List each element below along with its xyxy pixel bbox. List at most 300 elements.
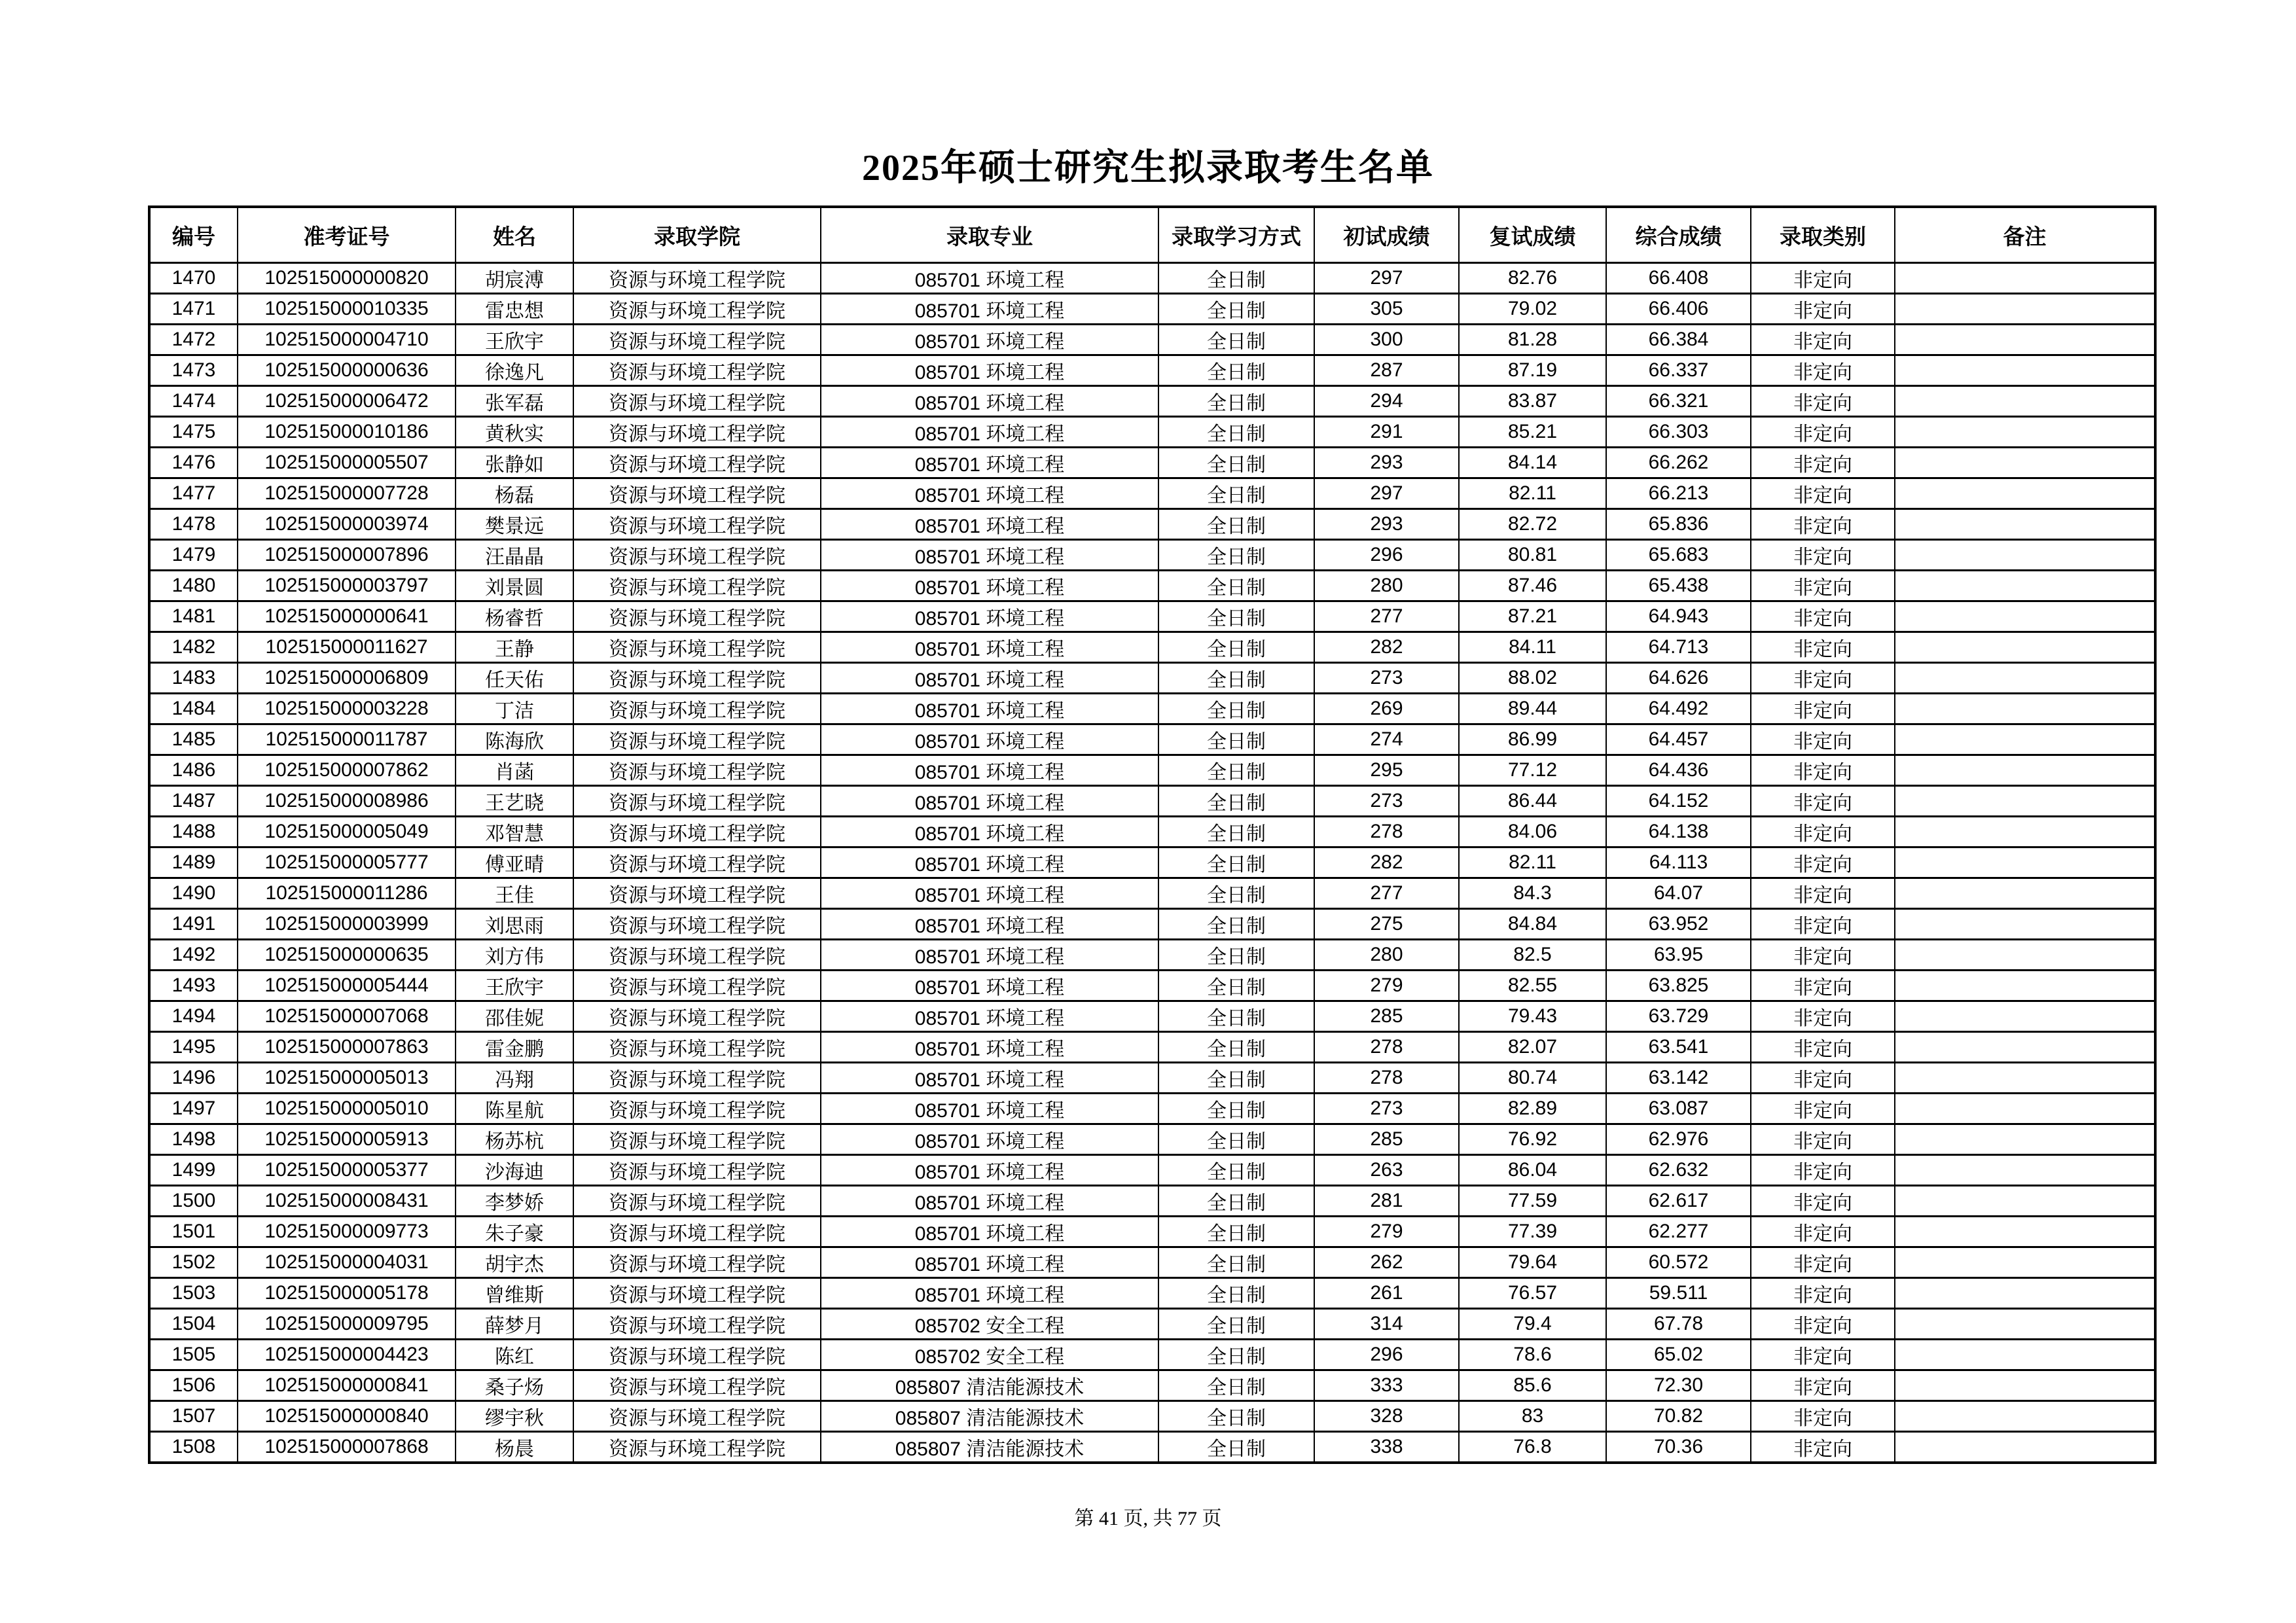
table-cell: 64.07 — [1606, 878, 1751, 909]
table-cell: 非定向 — [1751, 663, 1895, 694]
table-cell: 77.59 — [1459, 1186, 1606, 1217]
table-row — [149, 1186, 2155, 1217]
table-cell: 资源与环境工程学院 — [573, 632, 821, 663]
table-cell: 非定向 — [1751, 325, 1895, 355]
table-cell: 64.138 — [1606, 817, 1751, 847]
table-cell: 1484 — [149, 694, 238, 724]
table-cell: 285 — [1314, 1124, 1459, 1155]
table-cell: 273 — [1314, 1094, 1459, 1124]
table-cell: 资源与环境工程学院 — [573, 971, 821, 1001]
table-cell: 全日制 — [1158, 1186, 1314, 1217]
table-cell — [1895, 1001, 2155, 1032]
table-cell: 66.213 — [1606, 478, 1751, 509]
table-cell: 102515000007862 — [238, 755, 456, 786]
table-cell: 资源与环境工程学院 — [573, 817, 821, 847]
table-cell: 273 — [1314, 786, 1459, 817]
table-cell — [1895, 601, 2155, 632]
table-cell: 汪晶晶 — [456, 540, 573, 571]
table-row — [149, 386, 2155, 417]
table-cell: 桑子炀 — [456, 1370, 573, 1401]
table-cell: 资源与环境工程学院 — [573, 1063, 821, 1094]
table-cell: 全日制 — [1158, 1340, 1314, 1370]
table-cell: 全日制 — [1158, 909, 1314, 940]
table-cell: 277 — [1314, 878, 1459, 909]
table-cell: 66.406 — [1606, 294, 1751, 325]
table-cell: 1503 — [149, 1278, 238, 1309]
table-cell: 非定向 — [1751, 509, 1895, 540]
table-cell: 1491 — [149, 909, 238, 940]
table-cell: 70.82 — [1606, 1401, 1751, 1432]
table-cell: 非定向 — [1751, 478, 1895, 509]
table-cell: 84.14 — [1459, 448, 1606, 478]
table-cell: 全日制 — [1158, 1155, 1314, 1186]
column-header: 录取专业 — [821, 207, 1158, 263]
table-cell: 102515000007896 — [238, 540, 456, 571]
table-cell — [1895, 417, 2155, 448]
table-row — [149, 540, 2155, 571]
table-cell: 293 — [1314, 509, 1459, 540]
table-cell: 64.626 — [1606, 663, 1751, 694]
table-cell: 84.06 — [1459, 817, 1606, 847]
table-cell: 1502 — [149, 1247, 238, 1278]
table-cell: 资源与环境工程学院 — [573, 1094, 821, 1124]
table-cell: 全日制 — [1158, 1370, 1314, 1401]
table-cell: 资源与环境工程学院 — [573, 386, 821, 417]
table-cell: 非定向 — [1751, 847, 1895, 878]
table-cell: 305 — [1314, 294, 1459, 325]
table-cell: 全日制 — [1158, 1432, 1314, 1463]
table-cell — [1895, 1186, 2155, 1217]
table-cell — [1895, 632, 2155, 663]
table-cell: 资源与环境工程学院 — [573, 1124, 821, 1155]
table-cell: 缪宇秋 — [456, 1401, 573, 1432]
table-cell: 65.683 — [1606, 540, 1751, 571]
table-cell: 全日制 — [1158, 1124, 1314, 1155]
table-cell: 102515000005913 — [238, 1124, 456, 1155]
table-cell: 085701 环境工程 — [821, 786, 1158, 817]
column-header: 录取学习方式 — [1158, 207, 1314, 263]
table-cell — [1895, 1401, 2155, 1432]
table-cell — [1895, 1370, 2155, 1401]
table-cell: 刘景圆 — [456, 571, 573, 601]
table-cell — [1895, 909, 2155, 940]
table-cell: 84.11 — [1459, 632, 1606, 663]
table-cell: 非定向 — [1751, 540, 1895, 571]
table-row — [149, 632, 2155, 663]
table-row — [149, 755, 2155, 786]
table-cell: 085701 环境工程 — [821, 1124, 1158, 1155]
table-cell: 82.11 — [1459, 478, 1606, 509]
table-cell: 84.84 — [1459, 909, 1606, 940]
table-row — [149, 1432, 2155, 1463]
table-cell: 全日制 — [1158, 971, 1314, 1001]
table-cell: 62.976 — [1606, 1124, 1751, 1155]
table-cell: 085701 环境工程 — [821, 1247, 1158, 1278]
table-cell: 76.92 — [1459, 1124, 1606, 1155]
table-cell: 85.21 — [1459, 417, 1606, 448]
table-cell: 1473 — [149, 355, 238, 386]
table-cell — [1895, 448, 2155, 478]
table-cell: 非定向 — [1751, 1340, 1895, 1370]
table-cell: 65.836 — [1606, 509, 1751, 540]
table-cell: 085701 环境工程 — [821, 724, 1158, 755]
table-cell: 085701 环境工程 — [821, 694, 1158, 724]
table-cell: 66.384 — [1606, 325, 1751, 355]
table-cell: 102515000003797 — [238, 571, 456, 601]
table-cell: 085701 环境工程 — [821, 1001, 1158, 1032]
table-cell: 102515000000641 — [238, 601, 456, 632]
table-cell: 资源与环境工程学院 — [573, 601, 821, 632]
table-cell: 102515000011286 — [238, 878, 456, 909]
table-cell: 1493 — [149, 971, 238, 1001]
table-cell: 085701 环境工程 — [821, 1186, 1158, 1217]
table-cell: 63.729 — [1606, 1001, 1751, 1032]
table-cell: 291 — [1314, 417, 1459, 448]
table-cell: 肖菡 — [456, 755, 573, 786]
table-cell: 1508 — [149, 1432, 238, 1463]
table-cell: 薛梦月 — [456, 1309, 573, 1340]
table-cell: 295 — [1314, 755, 1459, 786]
table-cell: 085701 环境工程 — [821, 417, 1158, 448]
table-cell: 资源与环境工程学院 — [573, 909, 821, 940]
table-cell: 1497 — [149, 1094, 238, 1124]
table-cell: 非定向 — [1751, 694, 1895, 724]
table-cell: 86.44 — [1459, 786, 1606, 817]
table-cell: 102515000000841 — [238, 1370, 456, 1401]
table-cell: 64.713 — [1606, 632, 1751, 663]
table-cell — [1895, 1155, 2155, 1186]
table-cell: 279 — [1314, 1217, 1459, 1247]
table-cell: 281 — [1314, 1186, 1459, 1217]
table-row — [149, 1032, 2155, 1063]
table-row — [149, 1001, 2155, 1032]
column-header: 录取学院 — [573, 207, 821, 263]
table-cell: 102515000007868 — [238, 1432, 456, 1463]
table-cell: 1482 — [149, 632, 238, 663]
table-cell: 资源与环境工程学院 — [573, 663, 821, 694]
table-cell: 102515000005444 — [238, 971, 456, 1001]
table-cell: 085701 环境工程 — [821, 663, 1158, 694]
table-cell: 胡宸溥 — [456, 263, 573, 294]
table-cell: 资源与环境工程学院 — [573, 724, 821, 755]
column-header: 编号 — [149, 207, 238, 263]
table-cell: 1499 — [149, 1155, 238, 1186]
table-cell: 1472 — [149, 325, 238, 355]
table-row — [149, 1217, 2155, 1247]
table-cell: 全日制 — [1158, 847, 1314, 878]
table-cell: 雷金鹏 — [456, 1032, 573, 1063]
table-cell: 085701 环境工程 — [821, 755, 1158, 786]
table-cell: 王静 — [456, 632, 573, 663]
table-cell: 非定向 — [1751, 355, 1895, 386]
table-cell: 102515000007863 — [238, 1032, 456, 1063]
table-cell: 全日制 — [1158, 724, 1314, 755]
table-row — [149, 1094, 2155, 1124]
table-cell: 63.087 — [1606, 1094, 1751, 1124]
table-cell: 资源与环境工程学院 — [573, 1155, 821, 1186]
table-cell: 280 — [1314, 940, 1459, 971]
table-cell: 1507 — [149, 1401, 238, 1432]
table-cell: 84.3 — [1459, 878, 1606, 909]
table-cell: 1504 — [149, 1309, 238, 1340]
table-cell: 085702 安全工程 — [821, 1309, 1158, 1340]
table-cell: 非定向 — [1751, 1247, 1895, 1278]
table-cell: 傅亚晴 — [456, 847, 573, 878]
table-row — [149, 571, 2155, 601]
table-cell: 全日制 — [1158, 632, 1314, 663]
table-cell: 1475 — [149, 417, 238, 448]
table-cell: 1490 — [149, 878, 238, 909]
table-cell: 1500 — [149, 1186, 238, 1217]
table-cell: 非定向 — [1751, 940, 1895, 971]
table-cell: 全日制 — [1158, 1094, 1314, 1124]
table-cell: 338 — [1314, 1432, 1459, 1463]
table-cell: 陈星航 — [456, 1094, 573, 1124]
table-cell: 1498 — [149, 1124, 238, 1155]
table-cell: 59.511 — [1606, 1278, 1751, 1309]
table-cell: 085701 环境工程 — [821, 478, 1158, 509]
page-title: 2025年硕士研究生拟录取考生名单 — [862, 148, 1434, 188]
table-cell: 资源与环境工程学院 — [573, 878, 821, 909]
table-row — [149, 355, 2155, 386]
table-cell: 非定向 — [1751, 724, 1895, 755]
admission-list-table — [148, 205, 2157, 1464]
table-cell: 全日制 — [1158, 1309, 1314, 1340]
table-cell: 张军磊 — [456, 386, 573, 417]
table-cell: 78.6 — [1459, 1340, 1606, 1370]
column-header: 准考证号 — [238, 207, 456, 263]
table-cell: 非定向 — [1751, 1309, 1895, 1340]
table-cell: 全日制 — [1158, 601, 1314, 632]
table-cell: 非定向 — [1751, 1278, 1895, 1309]
table-cell: 王艺晓 — [456, 786, 573, 817]
table-cell: 资源与环境工程学院 — [573, 847, 821, 878]
table-cell: 徐逸凡 — [456, 355, 573, 386]
table-cell: 1478 — [149, 509, 238, 540]
table-cell: 陈海欣 — [456, 724, 573, 755]
table-cell: 102515000004423 — [238, 1340, 456, 1370]
table-cell: 82.55 — [1459, 971, 1606, 1001]
table-cell: 63.142 — [1606, 1063, 1751, 1094]
table-cell: 63.541 — [1606, 1032, 1751, 1063]
table-cell: 66.408 — [1606, 263, 1751, 294]
table-cell: 294 — [1314, 386, 1459, 417]
table-cell: 79.02 — [1459, 294, 1606, 325]
table-cell: 77.39 — [1459, 1217, 1606, 1247]
column-header: 录取类别 — [1751, 207, 1895, 263]
table-cell: 全日制 — [1158, 571, 1314, 601]
table-cell: 非定向 — [1751, 909, 1895, 940]
table-cell: 资源与环境工程学院 — [573, 325, 821, 355]
table-cell: 1471 — [149, 294, 238, 325]
table-cell: 085701 环境工程 — [821, 571, 1158, 601]
table-cell: 全日制 — [1158, 786, 1314, 817]
table-cell — [1895, 294, 2155, 325]
table-cell: 资源与环境工程学院 — [573, 1401, 821, 1432]
table-row — [149, 724, 2155, 755]
table-cell: 65.438 — [1606, 571, 1751, 601]
table-cell: 1485 — [149, 724, 238, 755]
table-cell: 297 — [1314, 263, 1459, 294]
table-cell: 66.262 — [1606, 448, 1751, 478]
table-cell: 102515000000840 — [238, 1401, 456, 1432]
table-cell: 邓智慧 — [456, 817, 573, 847]
table-cell: 102515000003228 — [238, 694, 456, 724]
table-cell: 杨晨 — [456, 1432, 573, 1463]
column-header: 复试成绩 — [1459, 207, 1606, 263]
table-cell: 1489 — [149, 847, 238, 878]
table-cell — [1895, 847, 2155, 878]
table-cell: 张静如 — [456, 448, 573, 478]
table-cell: 全日制 — [1158, 386, 1314, 417]
column-header: 姓名 — [456, 207, 573, 263]
table-row — [149, 294, 2155, 325]
table-cell: 102515000003999 — [238, 909, 456, 940]
table-cell: 300 — [1314, 325, 1459, 355]
table-row — [149, 909, 2155, 940]
table-cell: 非定向 — [1751, 448, 1895, 478]
table-row — [149, 1155, 2155, 1186]
table-cell: 102515000005010 — [238, 1094, 456, 1124]
table-header-row — [149, 207, 2155, 263]
table-body — [149, 263, 2155, 1463]
table-cell — [1895, 540, 2155, 571]
table-cell: 全日制 — [1158, 663, 1314, 694]
table-cell — [1895, 1309, 2155, 1340]
table-cell — [1895, 786, 2155, 817]
table-cell — [1895, 1032, 2155, 1063]
table-row — [149, 1278, 2155, 1309]
table-cell: 085701 环境工程 — [821, 386, 1158, 417]
column-header: 初试成绩 — [1314, 207, 1459, 263]
table-cell: 62.632 — [1606, 1155, 1751, 1186]
table-cell: 1506 — [149, 1370, 238, 1401]
table-cell: 非定向 — [1751, 386, 1895, 417]
table-cell: 085701 环境工程 — [821, 878, 1158, 909]
table-row — [149, 417, 2155, 448]
table-cell: 102515000008986 — [238, 786, 456, 817]
table-cell: 非定向 — [1751, 786, 1895, 817]
table-cell: 全日制 — [1158, 1247, 1314, 1278]
table-cell: 328 — [1314, 1401, 1459, 1432]
table-cell: 任天佑 — [456, 663, 573, 694]
table-cell: 282 — [1314, 847, 1459, 878]
table-cell: 66.337 — [1606, 355, 1751, 386]
table-cell: 64.492 — [1606, 694, 1751, 724]
table-cell: 085701 环境工程 — [821, 355, 1158, 386]
table-cell: 资源与环境工程学院 — [573, 694, 821, 724]
table-cell: 085701 环境工程 — [821, 971, 1158, 1001]
table-row — [149, 263, 2155, 294]
table-cell: 1492 — [149, 940, 238, 971]
table-cell: 278 — [1314, 817, 1459, 847]
table-row — [149, 786, 2155, 817]
table-cell: 66.303 — [1606, 417, 1751, 448]
table-cell: 非定向 — [1751, 1401, 1895, 1432]
table-cell: 80.74 — [1459, 1063, 1606, 1094]
column-header: 综合成绩 — [1606, 207, 1751, 263]
table-cell: 资源与环境工程学院 — [573, 1186, 821, 1217]
table-cell: 278 — [1314, 1032, 1459, 1063]
table-cell: 72.30 — [1606, 1370, 1751, 1401]
table-cell: 全日制 — [1158, 940, 1314, 971]
table-cell: 085701 环境工程 — [821, 1217, 1158, 1247]
table-cell: 296 — [1314, 540, 1459, 571]
table-cell: 非定向 — [1751, 294, 1895, 325]
table-cell: 王欣宇 — [456, 971, 573, 1001]
table-cell: 1488 — [149, 817, 238, 847]
table-cell: 杨苏杭 — [456, 1124, 573, 1155]
table-cell: 王欣宇 — [456, 325, 573, 355]
table-row — [149, 448, 2155, 478]
table-cell: 83 — [1459, 1401, 1606, 1432]
table-cell: 085701 环境工程 — [821, 1278, 1158, 1309]
table-cell: 76.8 — [1459, 1432, 1606, 1463]
table-row — [149, 663, 2155, 694]
table-row — [149, 847, 2155, 878]
table-cell: 085807 清洁能源技术 — [821, 1432, 1158, 1463]
table-cell: 085701 环境工程 — [821, 509, 1158, 540]
table-row — [149, 601, 2155, 632]
table-cell: 资源与环境工程学院 — [573, 263, 821, 294]
table-cell — [1895, 694, 2155, 724]
table-cell: 曾维斯 — [456, 1278, 573, 1309]
table-cell: 102515000005178 — [238, 1278, 456, 1309]
table-cell: 1474 — [149, 386, 238, 417]
table-cell: 非定向 — [1751, 601, 1895, 632]
table-cell: 273 — [1314, 663, 1459, 694]
table-cell: 全日制 — [1158, 509, 1314, 540]
table-cell: 1481 — [149, 601, 238, 632]
table-cell: 非定向 — [1751, 263, 1895, 294]
table-cell: 64.436 — [1606, 755, 1751, 786]
table-cell: 76.57 — [1459, 1278, 1606, 1309]
table-cell — [1895, 263, 2155, 294]
table-cell: 085701 环境工程 — [821, 847, 1158, 878]
table-cell: 102515000011787 — [238, 724, 456, 755]
table-cell — [1895, 817, 2155, 847]
table-cell: 资源与环境工程学院 — [573, 1278, 821, 1309]
table-cell — [1895, 663, 2155, 694]
table-cell: 085702 安全工程 — [821, 1340, 1158, 1370]
table-cell: 全日制 — [1158, 294, 1314, 325]
table-cell: 085701 环境工程 — [821, 325, 1158, 355]
table-cell — [1895, 386, 2155, 417]
table-cell: 262 — [1314, 1247, 1459, 1278]
table-cell: 102515000000820 — [238, 263, 456, 294]
table-cell: 全日制 — [1158, 478, 1314, 509]
table-cell: 资源与环境工程学院 — [573, 1032, 821, 1063]
table-cell: 非定向 — [1751, 1124, 1895, 1155]
table-cell: 279 — [1314, 971, 1459, 1001]
table-row — [149, 325, 2155, 355]
table-cell: 非定向 — [1751, 817, 1895, 847]
table-cell: 1479 — [149, 540, 238, 571]
table-cell: 非定向 — [1751, 1155, 1895, 1186]
table-cell: 66.321 — [1606, 386, 1751, 417]
table-cell — [1895, 478, 2155, 509]
table-cell: 全日制 — [1158, 448, 1314, 478]
table-cell: 87.21 — [1459, 601, 1606, 632]
table-cell: 李梦娇 — [456, 1186, 573, 1217]
table-cell: 102515000005507 — [238, 448, 456, 478]
table-cell: 全日制 — [1158, 325, 1314, 355]
table-cell: 王佳 — [456, 878, 573, 909]
table-cell: 102515000006809 — [238, 663, 456, 694]
table-cell: 资源与环境工程学院 — [573, 940, 821, 971]
table-cell: 102515000004710 — [238, 325, 456, 355]
table-cell: 102515000011627 — [238, 632, 456, 663]
